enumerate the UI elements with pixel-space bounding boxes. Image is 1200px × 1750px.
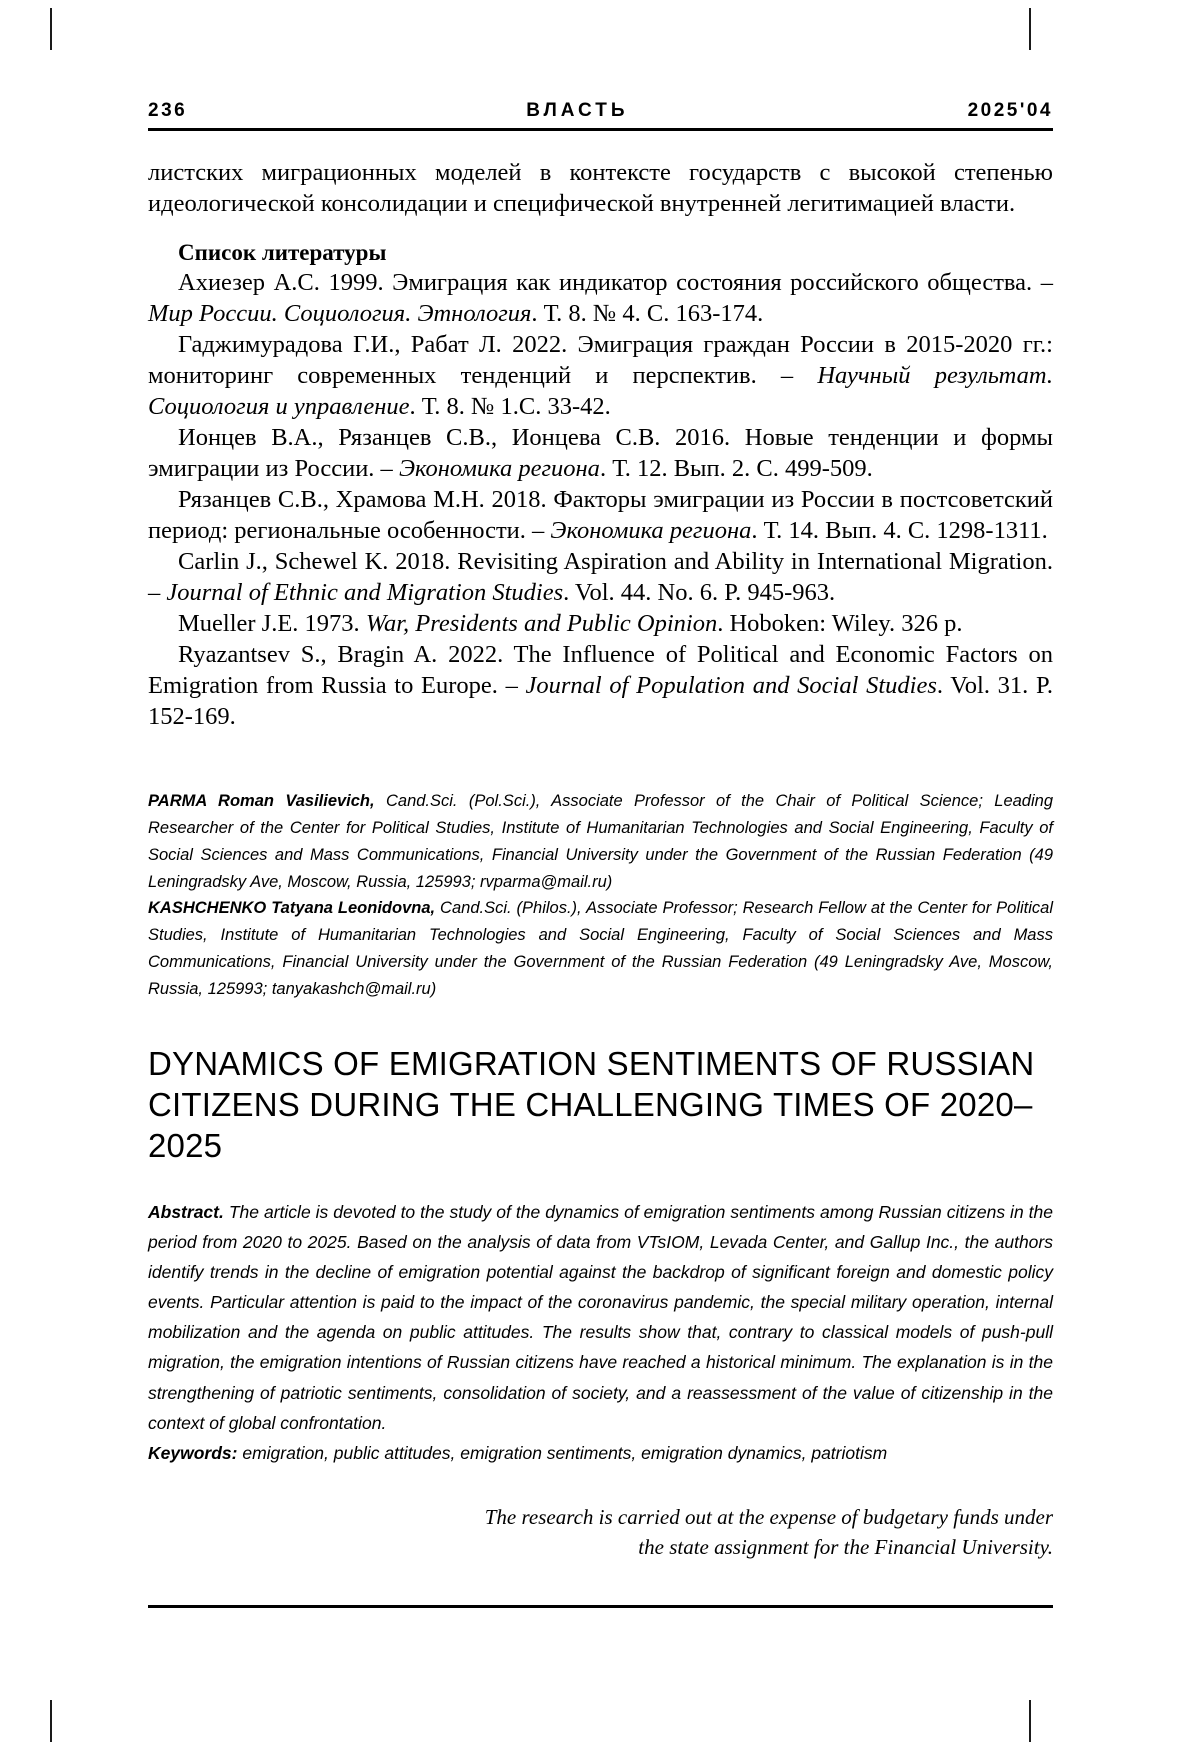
reference-source-italic: Journal of Ethnic and Migration Studies (166, 578, 564, 606)
reference-source-italic: Экономика региона (550, 516, 752, 544)
crop-mark-top-left (50, 8, 52, 50)
continued-paragraph: листских миграционных моделей в контексте государств с высокой степенью идеологической консолидации и специфической внутренней легитимацией власти. (148, 159, 1053, 218)
keywords-label: Keywords: (148, 1442, 238, 1463)
reference-text-before: Carlin J., Schewel K. 2018. Revisiting Aspiration and Ability in International Migration. – (148, 547, 1053, 606)
references-heading: Список литературы (178, 239, 387, 265)
abstract-paragraph (148, 1197, 1053, 1438)
footer-divider (148, 1605, 1053, 1608)
reference-text-after: . Vol. 44. No. 6. P. 945-963. (563, 578, 836, 606)
reference-text-before: Ионцев В.А., Рязанцев С.В., Ионцева С.В. 2016. Новые тенденции и формы эмиграции из России. – (148, 423, 1053, 482)
author-affiliation: Cand.Sci. (Philos.), Associate Professor; Research Fellow at the Center for Political Studies, Institute of Humanitarian Technologies and Social Engineering, Faculty of Social Sciences and Mass Communications, Financial University under the Government of the Russian Federation (49 Leningradsky Ave, Moscow, Russia, 125993; tanyakashch@mail.ru) (148, 899, 1053, 998)
abstract-label: Abstract. (148, 1201, 224, 1222)
journal-name: ВЛАСТЬ (526, 100, 629, 121)
reference-text-after: . Т. 12. Вып. 2. С. 499-509. (599, 454, 873, 482)
author-name: PARMA Roman Vasilievich, (148, 792, 375, 811)
abstract-text: The article is devoted to the study of the dynamics of emigration sentiments among Russian citizens in the period from 2020 to 2025. Based on the analysis of data from VTsIOM, Levada Center, and Gallup Inc., the authors identify trends in the decline of emigration potential against the backdrop of significant foreign and domestic policy events. Particular attention is paid to the impact of the coronavirus pandemic, the special military operation, internal mobilization and the agenda on public attitudes. The results show that, contrary to classical models of push-pull migration, the emigration intentions of Russian citizens have reached a historical minimum. The explanation is in the strengthening of patriotic sentiments, consolidation of society, and a reassessment of the value of citizenship in the context of global confrontation. (148, 1201, 1053, 1433)
reference-source-italic: Экономика региона (398, 454, 600, 482)
reference-text-before: Ryazantsev S., Bragin A. 2022. The Influence of Political and Economic Factors on Emigration from Russia to Europe. – (148, 640, 1053, 699)
reference-source-italic: Journal of Population and Social Studies (525, 671, 937, 699)
funding-note: The research is carried out at the expense of budgetary funds under the state assignment for the Financial University. (484, 1504, 1053, 1560)
author-entry (148, 788, 1053, 895)
reference-item (148, 547, 1053, 609)
crop-mark-bottom-left (50, 1700, 52, 1742)
references-list (148, 268, 1053, 733)
reference-text-before: Ахиезер А.С. 1999. Эмиграция как индикатор состояния российского общества. – (178, 268, 1053, 296)
crop-mark-top-right (1029, 8, 1031, 50)
page-number: 236 (148, 100, 188, 121)
reference-text-after: . Т. 8. № 1.С. 33-42. (409, 392, 611, 420)
reference-item (148, 485, 1053, 547)
header-divider (148, 128, 1053, 131)
reference-item (148, 640, 1053, 733)
reference-text-before: Mueller J.E. 1973. (178, 609, 366, 637)
reference-item (148, 330, 1053, 423)
reference-source-italic: Научный результат. Социология и управление (148, 361, 1053, 420)
running-head (148, 100, 1053, 128)
issue-number: 2025'04 (967, 100, 1053, 121)
reference-source-italic: Мир России. Социология. Этнология (148, 299, 532, 327)
reference-item (148, 609, 1053, 640)
reference-text-before: Рязанцев С.В., Храмова М.Н. 2018. Факторы эмиграции из России в постсоветский период: региональные особенности. – (148, 485, 1053, 544)
reference-source-italic: War, Presidents and Public Opinion (365, 609, 718, 637)
reference-item (148, 268, 1053, 330)
reference-text-after: . Т. 8. № 4. С. 163-174. (531, 299, 764, 327)
article-title: DYNAMICS OF EMIGRATION SENTIMENTS OF RUSSIAN CITIZENS DURING THE CHALLENGING TIMES OF 2020–2025 (148, 1045, 1035, 1165)
page-content (148, 100, 1053, 1608)
keywords-text: emigration, public attitudes, emigration sentiments, emigration dynamics, patriotism (237, 1442, 888, 1463)
reference-text-before: Гаджимурадова Г.И., Рабат Л. 2022. Эмиграция граждан России в 2015-2020 гг.: мониторинг современных тенденций и перспектив. – (148, 330, 1053, 389)
author-affiliation: Cand.Sci. (Pol.Sci.), Associate Professor of the Chair of Political Science; Leading Researcher of the Center for Political Studies, Institute of Humanitarian Technologies and Social Engineering, Faculty of Social Sciences and Mass Communications, Financial University under the Government of the Russian Federation (49 Leningradsky Ave, Moscow, Russia, 125993; rvparma@mail.ru) (148, 792, 1053, 891)
keywords-paragraph (148, 1438, 1053, 1468)
reference-text-after: . Hoboken: Wiley. 326 p. (717, 609, 963, 637)
reference-text-after: . Т. 14. Вып. 4. С. 1298-1311. (751, 516, 1048, 544)
author-entry (148, 895, 1053, 1002)
crop-mark-bottom-right (1029, 1700, 1031, 1742)
abstract-block (148, 1197, 1053, 1468)
reference-text-after: . Vol. 31. P. 152-169. (148, 671, 1054, 730)
author-affiliations (148, 788, 1053, 1002)
reference-item (148, 423, 1053, 485)
author-name: KASHCHENKO Tatyana Leonidovna, (148, 899, 436, 918)
